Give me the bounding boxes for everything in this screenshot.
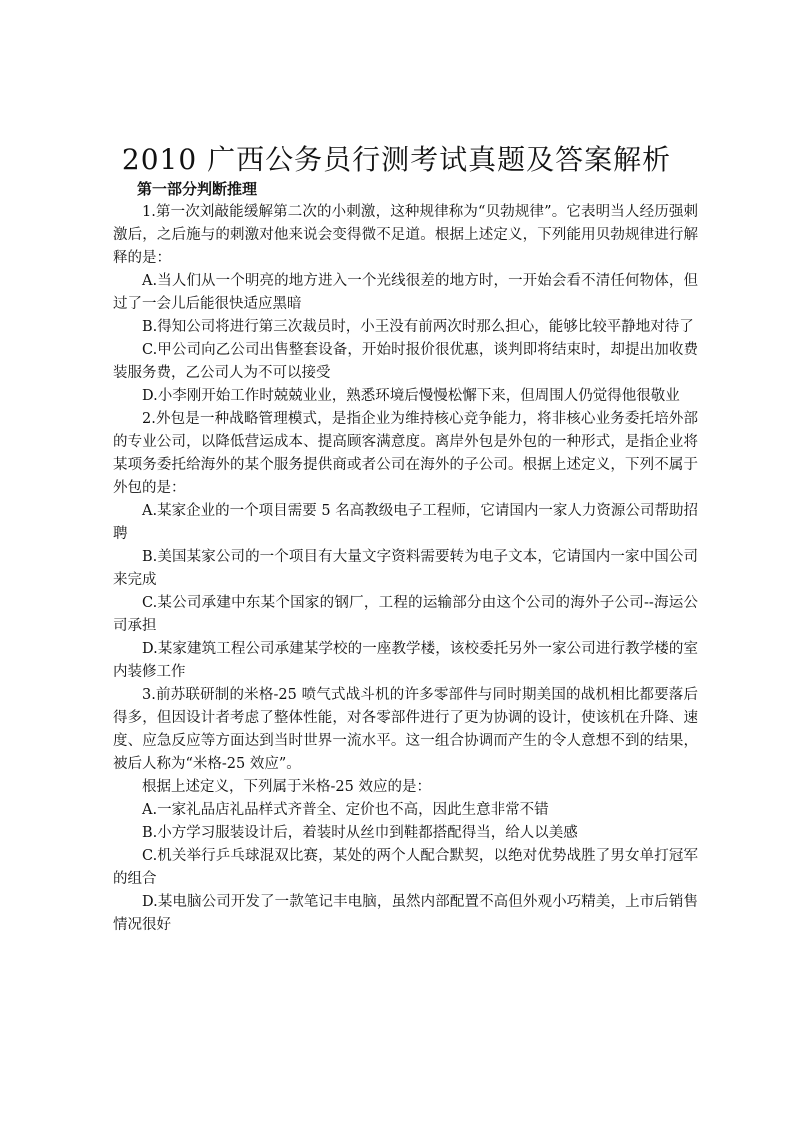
paragraph-q3-option-b: B.小方学习服装设计后，着装时从丝巾到鞋都搭配得当，给人以美感 bbox=[142, 825, 578, 841]
paragraph-q1-option-d: D.小李刚开始工作时兢兢业业，熟悉环境后慢慢松懈下来，但周围人仍觉得他很敬业 bbox=[142, 388, 680, 404]
paragraph-q2-option-a: A.某家企业的一个项目需要 5 名高教级电子工程师，它请国内一家人力资源公司帮助招聘 bbox=[113, 503, 698, 542]
section-heading: 第一部分判断推理 bbox=[137, 180, 258, 198]
paragraph-q2-option-c: C.某公司承建中东某个国家的钢厂，工程的运输部分由这个公司的海外子公司--海运公司承担 bbox=[113, 595, 698, 634]
paragraph-q1-option-b: B.得知公司将进行第三次裁员时，小王没有前两次时那么担心，能够比较平静地对待了 bbox=[142, 319, 694, 335]
paragraph-q2-option-b: B.美国某家公司的一个项目有大量文字资料需要转为电子文本，它请国内一家中国公司来完成 bbox=[113, 549, 698, 588]
paragraph-q1-option-c: C.甲公司向乙公司出售整套设备，开始时报价很优惠，谈判即将结束时，却提出加收费装服务费，乙公司人为不可以接受 bbox=[113, 342, 698, 381]
paragraph-q3-question: 根据上述定义，下列属于米格-25 效应的是： bbox=[142, 779, 431, 795]
paragraph-q1-option-a: A.当人们从一个明亮的地方进入一个光线很差的地方时，一开始会看不清任何物体，但过了一会儿后能很快适应黑暗 bbox=[113, 273, 698, 312]
paragraph-q3-option-d: D.某电脑公司开发了一款笔记丰电脑，虽然内部配置不高但外观小巧精美，上市后销售情况很好 bbox=[113, 894, 698, 933]
paragraph-q3-option-a: A.一家礼品店礼品样式齐普全、定价也不高，因此生意非常不错 bbox=[142, 802, 549, 818]
document-body bbox=[113, 201, 698, 937]
paragraph-q3-stem: 3.前苏联研制的米格-25 喷气式战斗机的许多零部件与同时期美国的战机相比都要落后得多，但因设计者考虑了整体性能，对各零部件进行了更为协调的设计，使该机在升降、速度、应急反应等方面达到当时世界一流水平。这一组合协调而产生的令人意想不到的结果，被后人称为“米格-25 效应”。 bbox=[113, 687, 698, 772]
document-title: 2010 广西公务员行测考试真题及答案解析 bbox=[121, 143, 672, 176]
paragraph-q3-option-c: C.机关举行乒乓球混双比赛，某处的两个人配合默契，以绝对优势战胜了男女单打冠军的组合 bbox=[113, 848, 698, 887]
paragraph-q2-stem: 2.外包是一种战略管理模式，是指企业为维持核心竞争能力，将非核心业务委托培外部的专业公司，以降低营运成本、提高顾客满意度。离岸外包是外包的一种形式，是指企业将某项务委托给海外的某个服务提供商或者公司在海外的子公司。根据上述定义，下列不属于外包的是： bbox=[113, 411, 698, 496]
paragraph-q2-option-d: D.某家建筑工程公司承建某学校的一座教学楼，该校委托另外一家公司进行教学楼的室内装修工作 bbox=[113, 641, 698, 680]
paragraph-q1-stem: 1.第一次刘敲能缓解第二次的小刺激，这种规律称为“贝勃规律”。它表明当人经历强刺激后，之后施与的刺激对他来说会变得微不足道。根据上述定义，下列能用贝勃规律进行解释的是： bbox=[113, 204, 698, 266]
